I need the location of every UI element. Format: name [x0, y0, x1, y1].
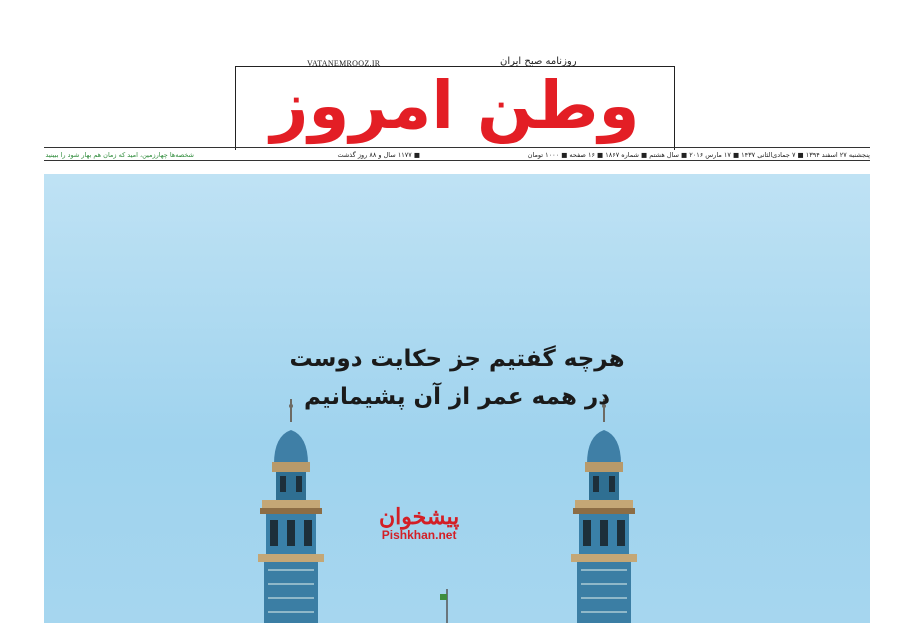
dateline: پنجشنبه ۲۷ اسفند ۱۳۹۴ ■ ۷ جمادی‌الثانی ۱۴۳۷ ■ ۱۷ مارس ۲۰۱۶ ■ سال هشتم ■ شماره ۱۸۶۷ ■ ۱۶ صفحه ■ ۱۰۰۰ تومان — [527, 151, 870, 159]
newspaper-logo: وطن امروز — [270, 67, 640, 144]
headline-line-2: در همه عمر از آن پشیمانیم — [303, 384, 611, 410]
headline — [44, 340, 870, 416]
flag — [440, 594, 447, 600]
site-url[interactable]: VATANEMROOZ.IR — [307, 59, 381, 68]
top-rule — [44, 147, 870, 148]
watermark-fa: پیشخوان — [379, 504, 460, 530]
left-minaret — [258, 399, 324, 623]
tagline: روزنامه صبح ایران — [500, 56, 577, 67]
green-note: شخصه‌ها چهارزمین، امید که زمان هم بهار شود را ببینید — [45, 151, 194, 159]
headline-line-1: هرچه گفتیم جز حکایت دوست — [289, 346, 625, 372]
front-page-photo — [44, 174, 870, 623]
right-minaret — [571, 399, 637, 623]
days-counter: ■ ۱۱۷۷ سال و ۸۸ روز گذشت — [337, 151, 420, 159]
bottom-rule — [44, 160, 870, 161]
watermark-en[interactable]: Pishkhan.net — [381, 528, 457, 542]
watermark — [379, 504, 459, 542]
masthead — [0, 0, 900, 170]
